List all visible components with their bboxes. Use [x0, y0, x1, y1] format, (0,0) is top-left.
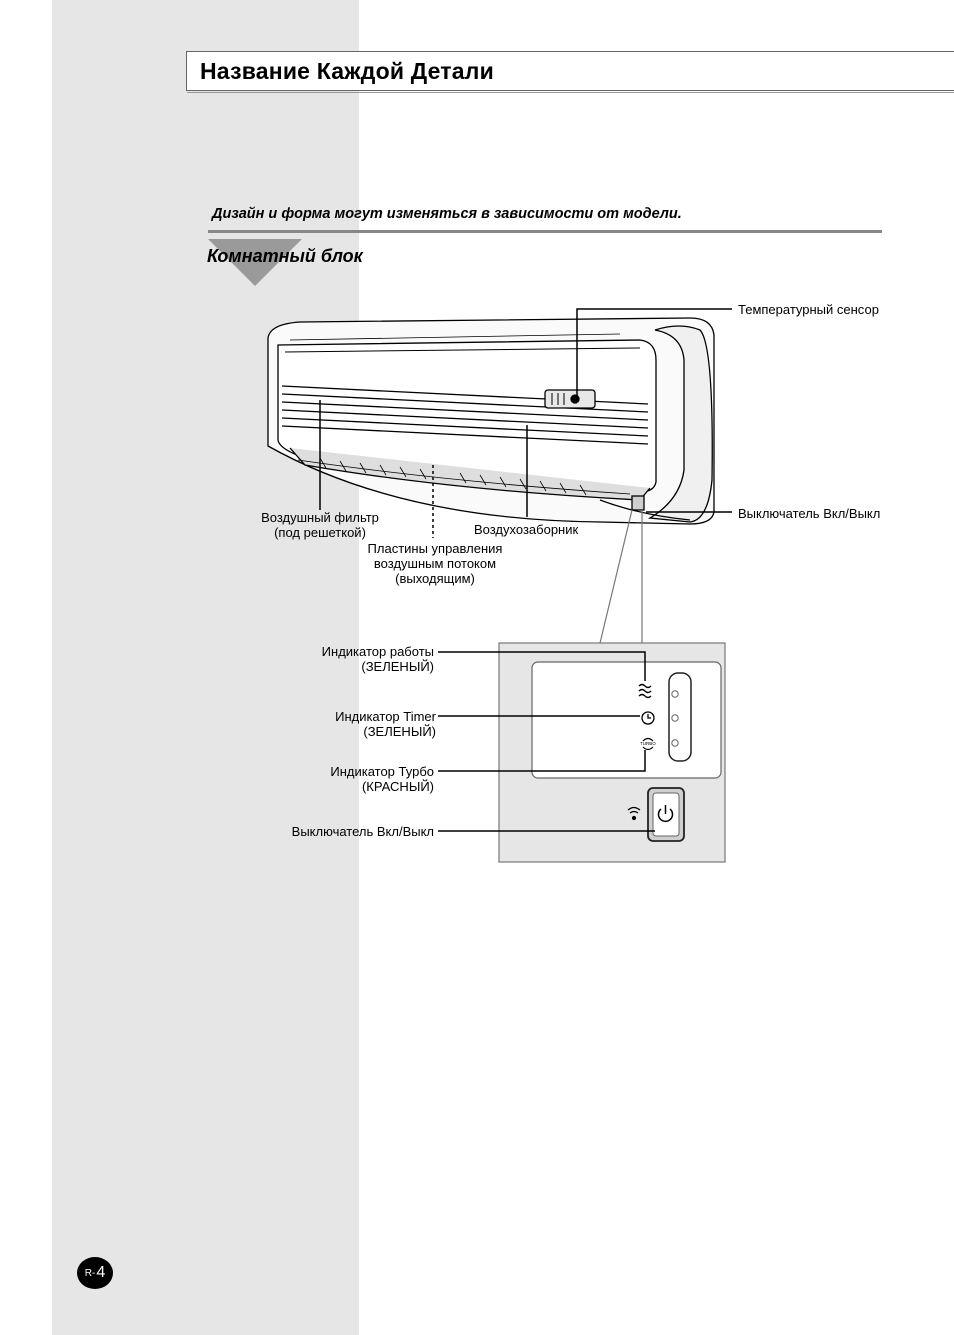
- section-heading: Комнатный блок: [207, 246, 363, 266]
- turbo-icon-text: TURBO: [640, 741, 656, 746]
- air-intake-label: Воздухозаборник: [474, 522, 579, 537]
- page-number: 4: [96, 1264, 106, 1281]
- panel-power-switch-label: Выключатель Вкл/Выкл: [291, 824, 434, 839]
- airflow-blades-label: Пластины управления воздушным потоком (выходящим): [367, 541, 503, 586]
- page-number-prefix: R-: [84, 1267, 96, 1279]
- model-note: Дизайн и форма могут изменяться в зависимости от модели.: [212, 206, 682, 222]
- air-filter-label: Воздушный фильтр (под решеткой): [261, 510, 379, 540]
- turbo-indicator-label: Индикатор Турбо (КРАСНЫЙ): [330, 764, 434, 794]
- page-title: Название Каждой Детали: [200, 58, 494, 84]
- temperature-sensor-label: Температурный сенсор: [738, 302, 879, 317]
- timer-indicator-label: Индикатор Timer (ЗЕЛЕНЫЙ): [335, 709, 436, 739]
- operation-indicator-label: Индикатор работы (ЗЕЛЕНЫЙ): [321, 644, 434, 674]
- page-number-badge: [77, 1257, 113, 1289]
- unit-power-switch-label: Выключатель Вкл/Выкл: [738, 506, 881, 521]
